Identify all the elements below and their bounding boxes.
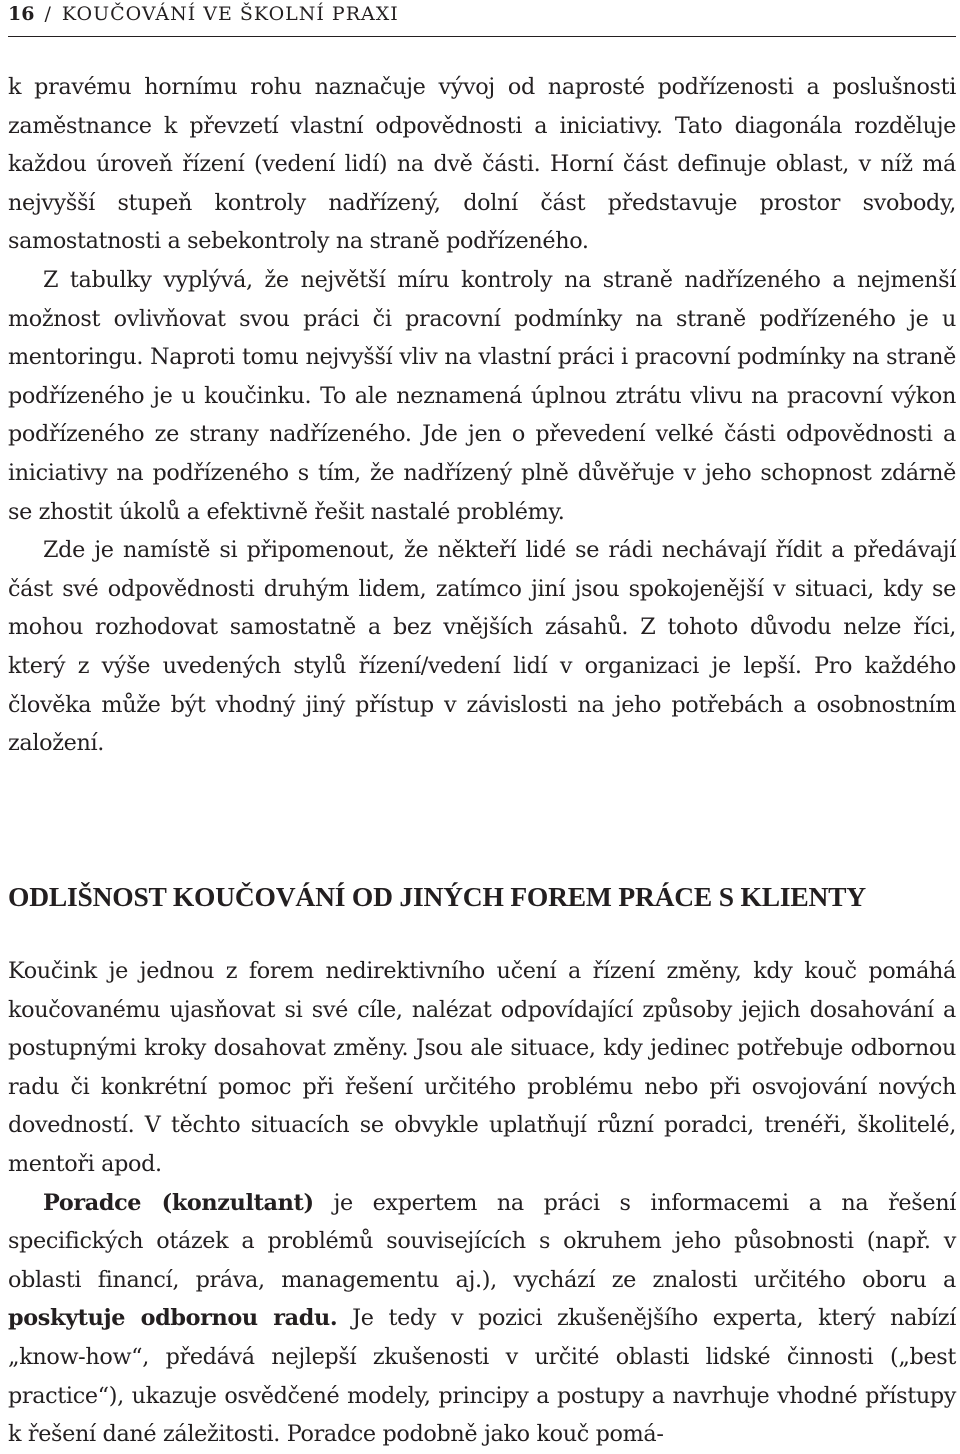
paragraph-coaching-definition: Koučink je jednou z forem nedirektivního učení a řízení změny, kdy kouč pomáhá koučovanému ujasňovat si své cíle, nalézat odpovídající způsoby jejich dosahování a postupnými kroky dosahovat změny. Jsou ale situace, kdy jedinec potřebuje odbornou radu či konkrétní pomoc při řešení určitého problému nebo při osvojování nových dovedností. V těchto situacích se obvykle uplatňují různí poradci, trenéři, školitelé, mentoři apod. <box>8 958 956 1177</box>
running-header <box>8 1 399 27</box>
term-consultant: Poradce (konzultant) <box>43 1189 314 1216</box>
consultant-text-1: je expertem na práci s informacemi a na řešení specifických otázek a problémů souvisejících s okruhem jeho působnosti (např. v oblasti financí, práva, managementu aj.), vychází ze znalosti určitého oboru a <box>8 1189 956 1293</box>
paragraph-consultant <box>8 1184 956 1454</box>
body-text-section <box>8 952 956 1454</box>
header-separator: / <box>44 3 52 25</box>
book-page <box>8 0 956 1448</box>
emphasis-advice: poskytuje odbornou radu. <box>8 1305 338 1332</box>
page-number: 16 <box>8 3 35 25</box>
running-title: KOUČOVÁNÍ VE ŠKOLNÍ PRAXI <box>61 3 399 25</box>
paragraph-continued: k pravému hornímu rohu naznačuje vývoj od naprosté podřízenosti a poslušnosti zaměstnance k převzetí vlastní odpovědnosti a iniciativy. Tato diagonála rozděluje každou úroveň řízení (vedení lidí) na dvě části. Horní část definuje oblast, v níž má nejvyšší stupeň kontroly nadřízený, dolní část představuje prostor svobody, samostatnosti a sebekontroly na straně podřízeného. <box>8 74 956 255</box>
consultant-text-2: Je tedy v pozici zkušenějšího experta, který nabízí „know-how“, předává nejlepší zkušenosti v určité oblasti lidské činnosti („best practice“), ukazuje osvědčené modely, principy a postupy a navrhuje vhodné přístupy k řešení dané záležitosti. Poradce podobně jako kouč pomá- <box>8 1305 956 1448</box>
paragraph-management-styles: Zde je namístě si připomenout, že někteří lidé se rádi nechávají řídit a předávají část své odpovědnosti druhým lidem, zatímco jiní jsou spokojenější v situaci, kdy se mohou rozhodovat samostatně a bez vnějších zásahů. Z tohoto důvodu nelze říci, který z výše uvedených stylů řízení/vedení lidí v organizaci je lepší. Pro každého člověka může být vhodný jiný přístup v závislosti na jeho potřebách a osobnostním založení. <box>8 537 956 757</box>
paragraph-table-interpretation: Z tabulky vyplývá, že největší míru kontroly na straně nadřízeného a nejmenší možnost ovlivňovat svou práci či pracovní podmínky na straně podřízeného je u mentoringu. Naproti tomu nejvyšší vliv na vlastní práci i pracovní podmínky na straně podřízeného je u koučinku. To ale neznamená úplnou ztrátu vlivu na pracovní výkon podřízeného ze strany nadřízeného. Jde jen o převedení velké části odpovědnosti a iniciativy na podřízeného s tím, že nadřízený plně důvěřuje v jeho schopnost zdárně se zhostit úkolů a efektivně řešit nastalé problémy. <box>8 266 956 525</box>
body-text-top <box>8 68 956 763</box>
section-heading: ODLIŠNOST KOUČOVÁNÍ OD JINÝCH FOREM PRÁCE S KLIENTY <box>8 881 866 912</box>
header-rule <box>8 36 956 37</box>
